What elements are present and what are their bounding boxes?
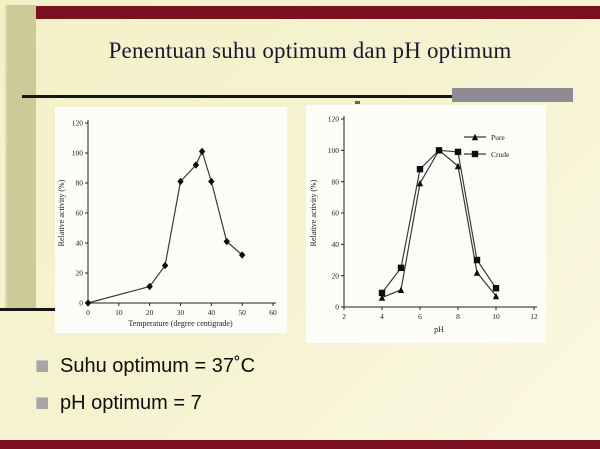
svg-text:8: 8: [456, 312, 460, 321]
bottom-maroon-bar: [0, 440, 600, 449]
svg-text:Pure: Pure: [491, 132, 505, 142]
svg-text:120: 120: [71, 118, 83, 128]
page-title: Penentuan suhu optimum dan pH optimum: [108, 38, 512, 63]
svg-text:60: 60: [269, 308, 277, 317]
bullet-square-icon: [36, 360, 48, 372]
svg-text:50: 50: [238, 308, 246, 317]
gray-accent-bar: [452, 88, 573, 102]
svg-text:Relative activity (%): Relative activity (%): [309, 179, 318, 247]
bullet-square-icon: [36, 397, 48, 409]
svg-text:40: 40: [331, 239, 339, 249]
svg-text:Relative activity (%): Relative activity (%): [57, 179, 66, 247]
svg-text:40: 40: [207, 308, 216, 317]
bullet-list: [36, 354, 255, 415]
svg-text:10: 10: [115, 308, 123, 317]
bullet-text-ph: pH optimum = 7: [60, 392, 202, 414]
svg-text:6: 6: [418, 312, 422, 321]
list-item: [36, 354, 255, 378]
svg-text:4: 4: [380, 312, 384, 321]
top-maroon-bar: [36, 6, 600, 19]
svg-text:60: 60: [331, 208, 339, 218]
svg-text:20: 20: [75, 268, 83, 278]
bullet-text-suhu: Suhu optimum = 37˚C: [60, 355, 256, 377]
stray-mark: [355, 101, 360, 104]
svg-text:100: 100: [327, 145, 339, 155]
svg-text:0: 0: [86, 308, 90, 317]
svg-text:12: 12: [530, 312, 538, 321]
left-olive-strip: [5, 5, 36, 309]
svg-text:100: 100: [71, 148, 83, 158]
temperature-chart-panel: [55, 107, 287, 333]
svg-text:pH: pH: [434, 325, 444, 334]
svg-text:30: 30: [176, 308, 185, 317]
svg-text:80: 80: [75, 178, 83, 188]
svg-text:2: 2: [342, 312, 346, 321]
svg-text:120: 120: [327, 114, 339, 124]
svg-text:Crude: Crude: [491, 149, 510, 159]
svg-text:80: 80: [331, 177, 339, 187]
svg-text:20: 20: [145, 308, 154, 317]
svg-text:10: 10: [492, 312, 500, 321]
svg-text:Temperature (degree centigrade: Temperature (degree centigrade): [128, 319, 233, 328]
svg-text:0: 0: [79, 298, 83, 308]
svg-text:40: 40: [75, 238, 83, 248]
list-item: [36, 391, 255, 415]
svg-text:20: 20: [331, 271, 339, 281]
ph-chart-panel: [306, 105, 546, 343]
temperature-chart: [55, 107, 287, 333]
svg-text:0: 0: [335, 302, 339, 312]
ph-chart: [306, 105, 546, 343]
svg-text:60: 60: [75, 208, 83, 218]
